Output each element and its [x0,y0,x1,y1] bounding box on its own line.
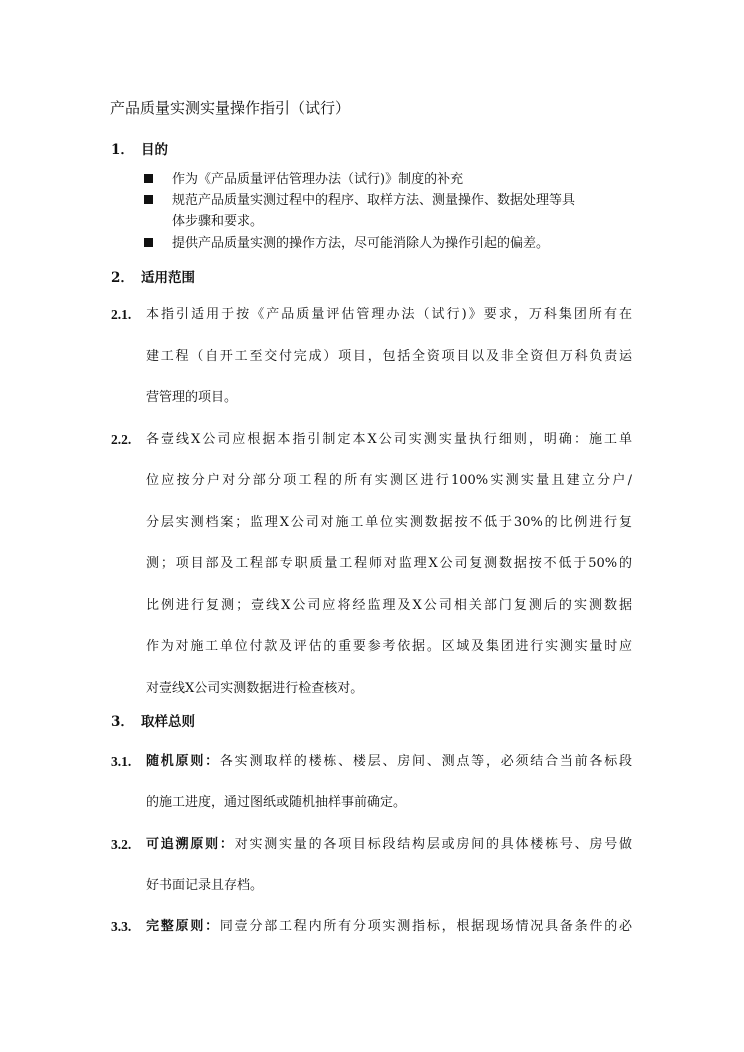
clause-text: 分层实测档案；监理X公司对施工单位实测数据按不低于30%的比例进行复 [146,515,632,530]
clause-line [146,306,632,324]
clause-line [146,348,632,366]
section-title: 适用范围 [141,270,195,286]
clause-text: 比例进行复测；壹线X公司应将经监理及X公司相关部门复测后的实测数据 [146,598,632,613]
bullet-text: 作为《产品质量评估管理办法（试行)》制度的补充 [172,172,464,187]
clause-number: 2.1. [111,307,132,322]
clause-text: 测；项目部及工程部专职质量工程师对监理X公司复测数据按不低于50%的 [146,556,632,571]
clause-text: 位应按分户对分部分项工程的所有实测区进行100%实测实量且建立分户/ [146,473,632,488]
clause-line [146,638,632,656]
section-heading [111,141,168,159]
clause-number: 2.2. [111,432,132,447]
clause-lead: 完整原则： [146,919,220,934]
bullet-text: 提供产品质量实测的操作方法，尽可能消除人为操作引起的偏差。 [172,236,550,251]
section-heading [111,713,195,731]
bullet-item [144,171,168,189]
clause-line [146,794,632,812]
clause-text: 对壹线X公司实测数据进行检查核对。 [146,681,364,696]
bullet-square-icon [144,195,153,204]
bullet-item [144,192,168,210]
clause-text: 的施工进度，通过图纸或随机抽样事前确定。 [146,795,407,810]
clause-text: 本指引适用于按《产品质量评估管理办法（试行)》要求，万科集团所有在 [146,307,632,322]
bullet-text: 规范产品质量实测过程中的程序、取样方法、测量操作、数据处理等具 [172,193,576,208]
clause-lead: 可追溯原则： [146,837,235,852]
clause-line [146,836,632,854]
bullet-text: 体步骤和要求。 [172,214,264,229]
clause-line [146,918,632,936]
clause-number: 3.3. [111,919,132,934]
section-number: 1． [111,142,134,158]
section-number: 2． [111,270,134,286]
section-title: 取样总则 [141,714,195,730]
clause-number: 3.2. [111,837,132,852]
bullet-square-icon [144,174,153,183]
clause-line [146,753,632,771]
clause-text: 建工程（自开工至交付完成）项目，包括全资项目以及非全资但万科负责运 [146,349,632,364]
bullet-square-icon [144,238,153,247]
clause-line [146,680,632,698]
bullet-item [144,235,168,253]
clause-text: 对实测实量的各项目标段结构层或房间的具体楼栋号、房号做 [234,837,632,852]
clause-line [146,597,632,615]
section-heading [111,269,195,287]
clause-line [146,514,632,532]
section-number: 3． [111,714,134,730]
clause-line [146,555,632,573]
clause-line [146,431,632,449]
clause-line [146,389,632,407]
clause-text: 同壹分部工程内所有分项实测指标，根据现场情况具备条件的必 [219,919,632,934]
section-title: 目的 [141,142,168,158]
clause-text: 好书面记录且存档。 [146,878,264,893]
clause-number: 3.1. [111,754,132,769]
clause-text: 作为对施工单位付款及评估的重要参考依据。区域及集团进行实测实量时应 [146,639,632,654]
clause-text: 营管理的项目。 [146,390,238,405]
clause-line [146,877,632,895]
clause-text: 各实测取样的楼栋、楼层、房间、测点等，必须结合当前各标段 [219,754,632,769]
clause-lead: 随机原则： [146,754,220,769]
clause-text: 各壹线X公司应根据本指引制定本X公司实测实量执行细则，明确：施工单 [146,432,632,447]
document-title: 产品质量实测实量操作指引（试行） [110,99,351,117]
clause-line [146,472,632,490]
